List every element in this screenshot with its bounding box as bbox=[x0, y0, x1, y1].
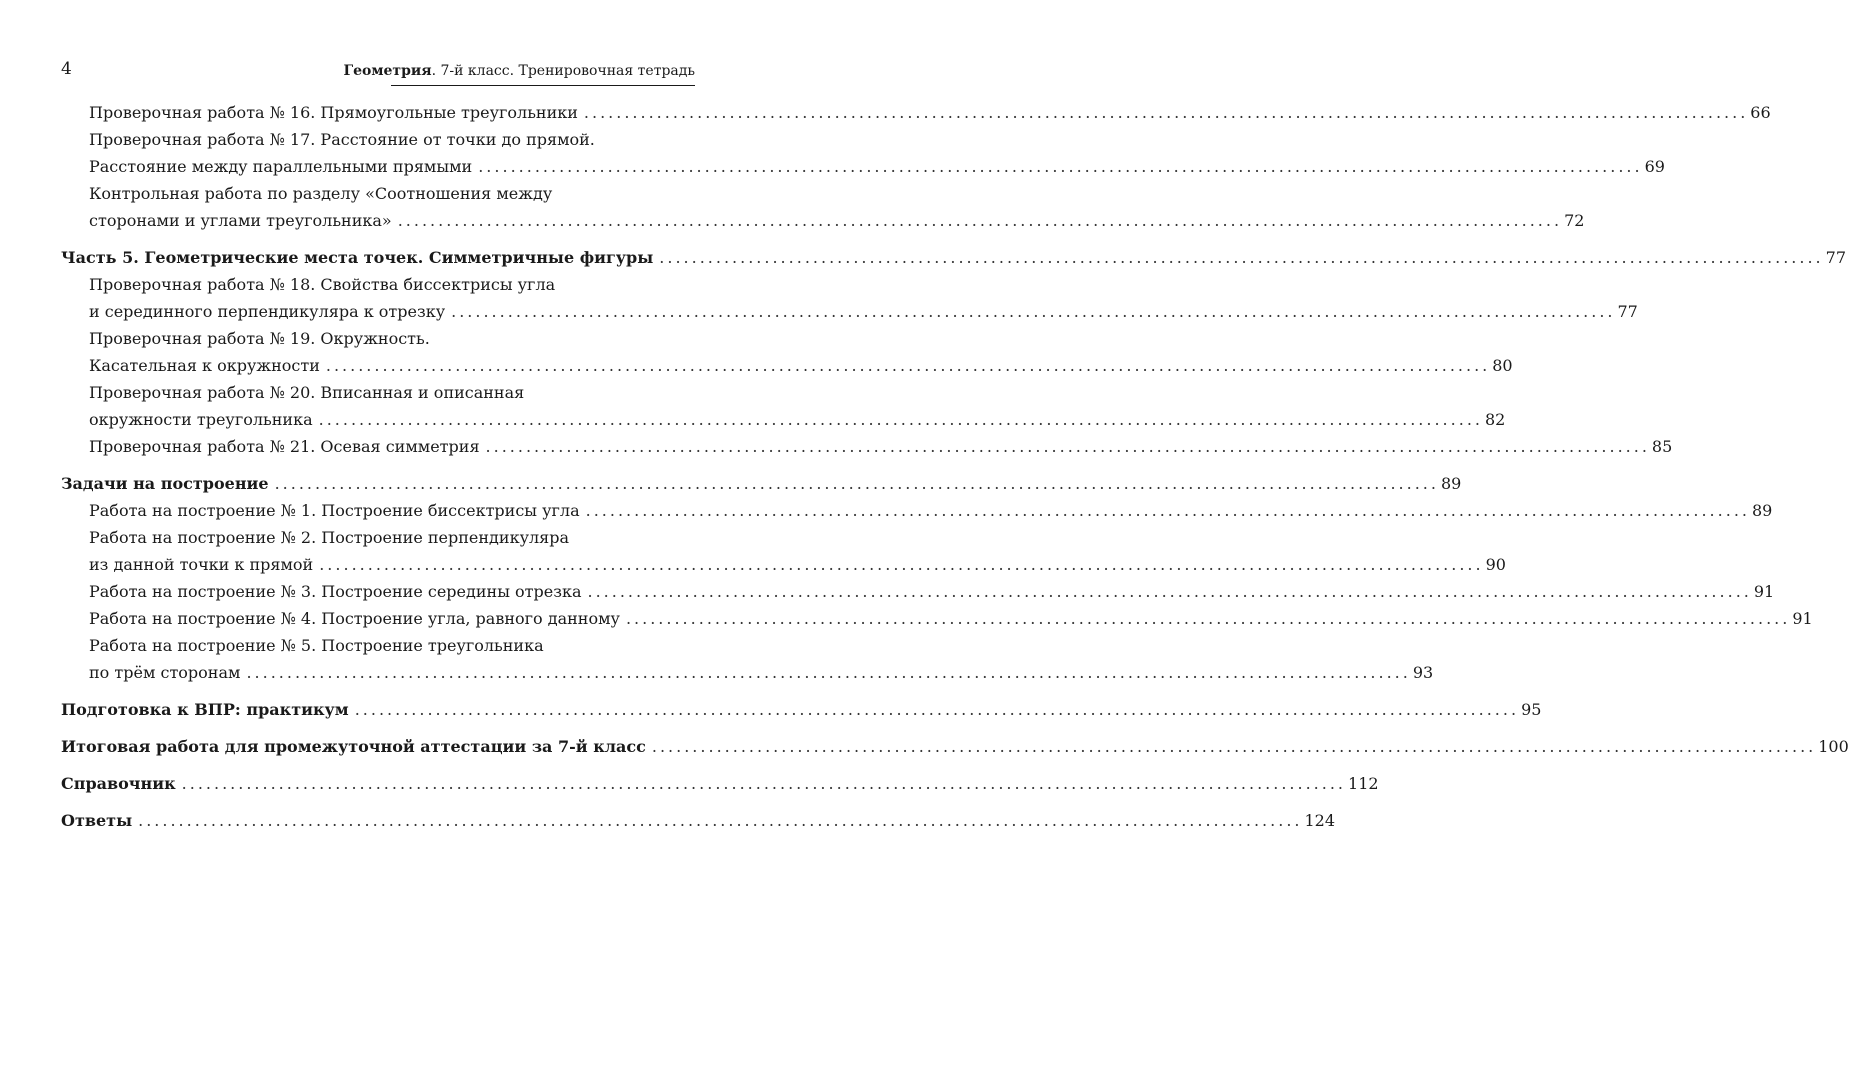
toc-section-heading[interactable] bbox=[61, 770, 1379, 797]
toc-entry-title: Работа на построение № 4. Построение угла, равного данному bbox=[89, 609, 620, 628]
toc-entry[interactable] bbox=[61, 578, 1775, 605]
toc-page-number: 95 bbox=[1521, 700, 1542, 719]
toc-page-number: 112 bbox=[1348, 774, 1379, 793]
dot-leader: ................................................................................................................................................ bbox=[319, 555, 1484, 574]
dot-leader: ................................................................................................................................................ bbox=[138, 811, 1303, 830]
toc-page-number: 100 bbox=[1818, 737, 1849, 756]
dot-leader: ................................................................................................................................................ bbox=[274, 474, 1439, 493]
toc-entry[interactable] bbox=[61, 632, 1434, 686]
toc-page-number: 82 bbox=[1484, 410, 1506, 429]
toc-page-number: 90 bbox=[1485, 555, 1506, 574]
toc-entry[interactable] bbox=[61, 605, 1813, 632]
toc-page-number: 91 bbox=[1792, 609, 1813, 628]
dot-leader: ................................................................................................................................................ bbox=[587, 582, 1752, 601]
toc-section-heading[interactable] bbox=[61, 696, 1542, 723]
toc-entry-title: Работа на построение № 1. Построение биссектрисы угла bbox=[89, 501, 580, 520]
dot-leader: ................................................................................................................................................ bbox=[354, 700, 1520, 719]
toc-section-title: Справочник bbox=[61, 774, 176, 793]
toc-page-number: 77 bbox=[1617, 302, 1638, 321]
dot-leader: ................................................................................................................................................ bbox=[478, 157, 1643, 176]
toc-section-title: Часть 5. Геометрические места точек. Симметричные фигуры bbox=[61, 248, 654, 267]
toc-entry-title: Работа на построение № 3. Построение середины отрезка bbox=[89, 582, 582, 601]
toc-section-heading[interactable] bbox=[61, 470, 1462, 497]
toc-page-number: 66 bbox=[1750, 103, 1771, 122]
dot-leader: ................................................................................................................................................ bbox=[583, 103, 1749, 122]
toc-entry-title: Работа на построение № 5. Построение треугольника bbox=[89, 636, 544, 655]
toc-entry-title: Проверочная работа № 17. Расстояние от точки до прямой. bbox=[89, 130, 595, 149]
toc-entry-title: Проверочная работа № 21. Осевая симметрия bbox=[89, 437, 480, 456]
toc-page-number: 69 bbox=[1644, 157, 1665, 176]
toc-page-number: 77 bbox=[1825, 248, 1846, 267]
toc-entry[interactable] bbox=[61, 126, 1665, 180]
dot-leader: ................................................................................................................................................ bbox=[397, 211, 1563, 230]
page-header bbox=[61, 58, 695, 88]
dot-leader: ................................................................................................................................................ bbox=[246, 663, 1411, 682]
toc-section-title: Подготовка к ВПР: практикум bbox=[61, 700, 349, 719]
toc-entry-title-continued: окружности треугольника bbox=[89, 410, 313, 429]
dot-leader: ................................................................................................................................................ bbox=[485, 437, 1650, 456]
toc-entry[interactable] bbox=[61, 325, 1513, 379]
dot-leader: ................................................................................................................................................ bbox=[651, 737, 1817, 756]
running-title-subtitle: . 7-й класс. Тренировочная тетрадь bbox=[431, 63, 695, 79]
dot-leader: ................................................................................................................................................ bbox=[625, 609, 1791, 628]
toc-entry[interactable] bbox=[61, 180, 1585, 234]
toc-entry-title: Проверочная работа № 19. Окружность. bbox=[89, 329, 430, 348]
toc-entry-title-continued: и серединного перпендикуляра к отрезку bbox=[89, 302, 446, 321]
toc-entry[interactable] bbox=[61, 271, 1638, 325]
toc-page-number: 80 bbox=[1492, 356, 1513, 375]
table-of-contents bbox=[61, 99, 1849, 834]
running-title bbox=[343, 62, 695, 80]
toc-page-number: 85 bbox=[1651, 437, 1673, 456]
toc-section-title: Итоговая работа для промежуточной аттестации за 7-й класс bbox=[61, 737, 646, 756]
toc-entry-title-continued: Расстояние между параллельными прямыми bbox=[89, 157, 473, 176]
toc-page-number: 93 bbox=[1412, 663, 1434, 682]
toc-entry[interactable] bbox=[61, 524, 1506, 578]
dot-leader: ................................................................................................................................................ bbox=[318, 410, 1483, 429]
toc-section-title: Ответы bbox=[61, 811, 133, 830]
toc-page-number: 89 bbox=[1751, 501, 1773, 520]
running-title-book: Геометрия bbox=[343, 63, 432, 79]
dot-leader: ................................................................................................................................................ bbox=[659, 248, 1824, 267]
toc-entry[interactable] bbox=[61, 99, 1771, 126]
toc-page-number: 72 bbox=[1564, 211, 1585, 230]
dot-leader: ................................................................................................................................................ bbox=[181, 774, 1347, 793]
toc-section-heading[interactable] bbox=[61, 733, 1849, 760]
toc-entry-title-continued: сторонами и углами треугольника» bbox=[89, 211, 392, 230]
toc-entry-title-continued: по трём сторонам bbox=[89, 663, 241, 682]
toc-section-title: Задачи на построение bbox=[61, 474, 269, 493]
toc-entry-title: Работа на построение № 2. Построение перпендикуляра bbox=[89, 528, 570, 547]
toc-page-number: 89 bbox=[1440, 474, 1462, 493]
header-rule bbox=[391, 85, 695, 86]
toc-entry[interactable] bbox=[61, 379, 1506, 433]
toc-page-number: 91 bbox=[1753, 582, 1775, 601]
toc-entry-title: Контрольная работа по разделу «Соотношения между bbox=[89, 184, 553, 203]
dot-leader: ................................................................................................................................................ bbox=[451, 302, 1616, 321]
dot-leader: ................................................................................................................................................ bbox=[585, 501, 1750, 520]
toc-entry-title-continued: Касательная к окружности bbox=[89, 356, 320, 375]
toc-entry[interactable] bbox=[61, 433, 1673, 460]
toc-entry-title: Проверочная работа № 18. Свойства биссектрисы угла bbox=[89, 275, 556, 294]
toc-entry-title: Проверочная работа № 16. Прямоугольные треугольники bbox=[89, 103, 578, 122]
toc-section-heading[interactable] bbox=[61, 807, 1336, 834]
toc-page-number: 124 bbox=[1304, 811, 1336, 830]
toc-entry-title: Проверочная работа № 20. Вписанная и описанная bbox=[89, 383, 525, 402]
page-number: 4 bbox=[61, 59, 72, 79]
toc-entry[interactable] bbox=[61, 497, 1773, 524]
dot-leader: ................................................................................................................................................ bbox=[325, 356, 1491, 375]
toc-entry-title-continued: из данной точки к прямой bbox=[89, 555, 314, 574]
toc-section-heading[interactable] bbox=[61, 244, 1846, 271]
